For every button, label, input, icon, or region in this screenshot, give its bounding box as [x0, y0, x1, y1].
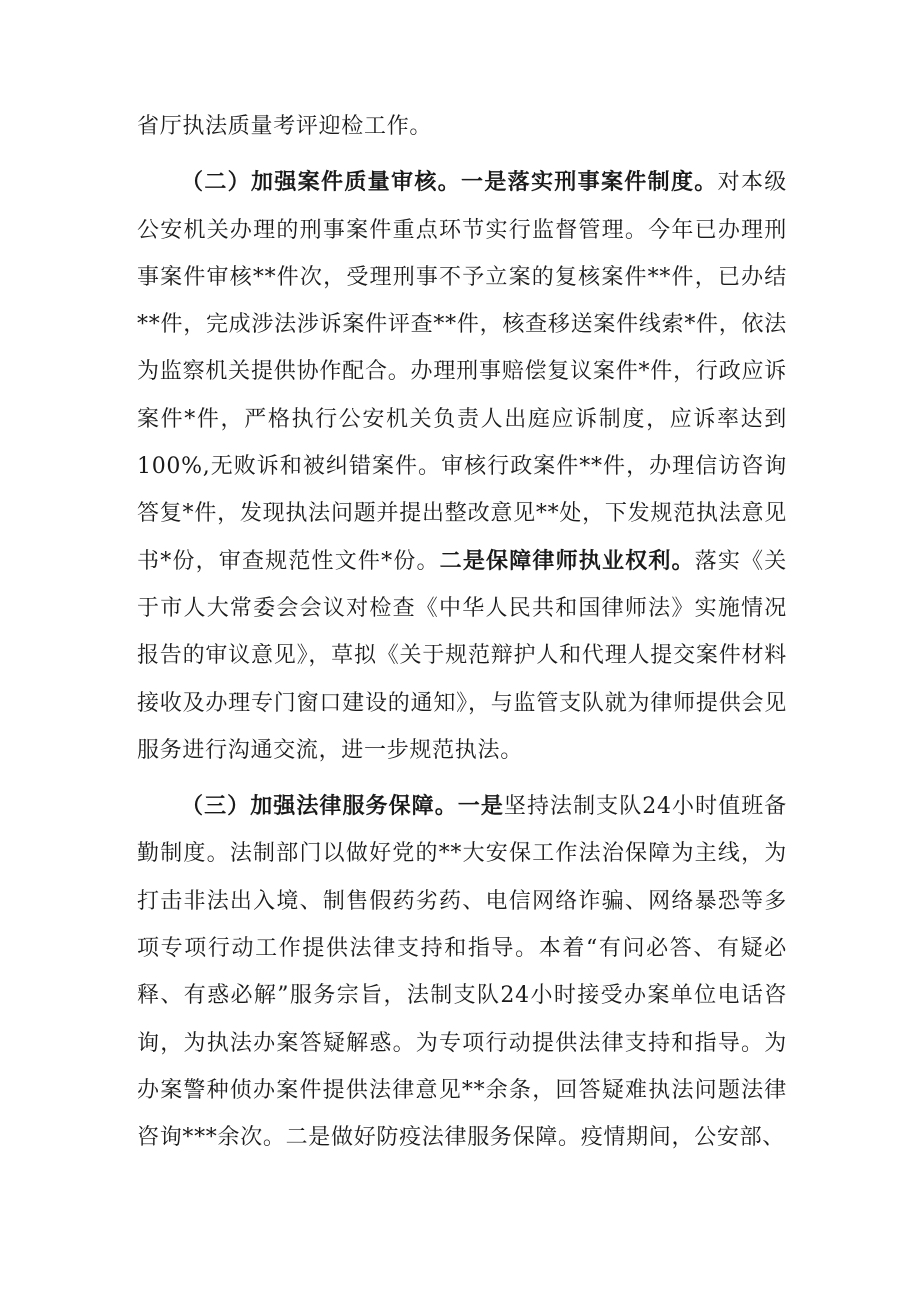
- paragraph-continuation: [137, 103, 787, 150]
- document-body: [137, 103, 787, 1162]
- paragraph-text: 省厅执法质量考评迎检工作。: [137, 114, 433, 139]
- section-heading: （二）加强案件质量审核。: [181, 169, 461, 196]
- paragraph-legal-service: [137, 783, 787, 1161]
- paragraph-case-quality-review: [137, 159, 787, 774]
- paragraph-text: 落实《关于市人大常委会会议对检查《中华人民共和国律师法》实施情况报告的审议意见》，草拟《关于规范辩护人和代理人提交案件材料接收及办理专门窗口建设的通知》，与监管支队就为律师提供会见服务进行沟通交流，进一步规范执法。: [137, 548, 787, 763]
- paragraph-text: 坚持法制支队24小时值班备勤制度。法制部门以做好党的**大安保工作法治保障为主线，为打击非法出入境、制售假药劣药、电信网络诈骗、网络暴恐等多项专项行动工作提供法律支持和指导。本着“有问必答、有疑必释、有惑必解”服务宗旨，法制支队24小时接受办案单位电话咨询，为执法办案答疑解惑。为专项行动提供法律支持和指导。为办案警种侦办案件提供法律意见**余条，回答疑难执法问题法律咨询***余次。二是做好防疫法律服务保障。疫情期间，公安部、: [137, 794, 787, 1151]
- subheading: 二是保障律师执业权利。: [439, 547, 695, 574]
- subheading: 一是: [457, 793, 504, 820]
- paragraph-text: 对本级公安机关办理的刑事案件重点环节实行监督管理。今年已办理刑事案件审核**件次，受理刑事不予立案的复核案件**件，已办结**件，完成涉法涉诉案件评查**件，核查移送案件线索*件，依法为监察机关提供协作配合。办理刑事赔偿复议案件*件，行政应诉案件*件，严格执行公安机关负责人出庭应诉制度，应诉率达到100%,无败诉和被纠错案件。审核行政案件**件，办理信访咨询答复*件，发现执法问题并提出整改意见**处，下发规范执法意见书*份，审查规范性文件*份。: [137, 170, 788, 574]
- section-heading: （三）加强法律服务保障。: [181, 793, 458, 820]
- subheading: 一是落实刑事案件制度。: [460, 169, 718, 196]
